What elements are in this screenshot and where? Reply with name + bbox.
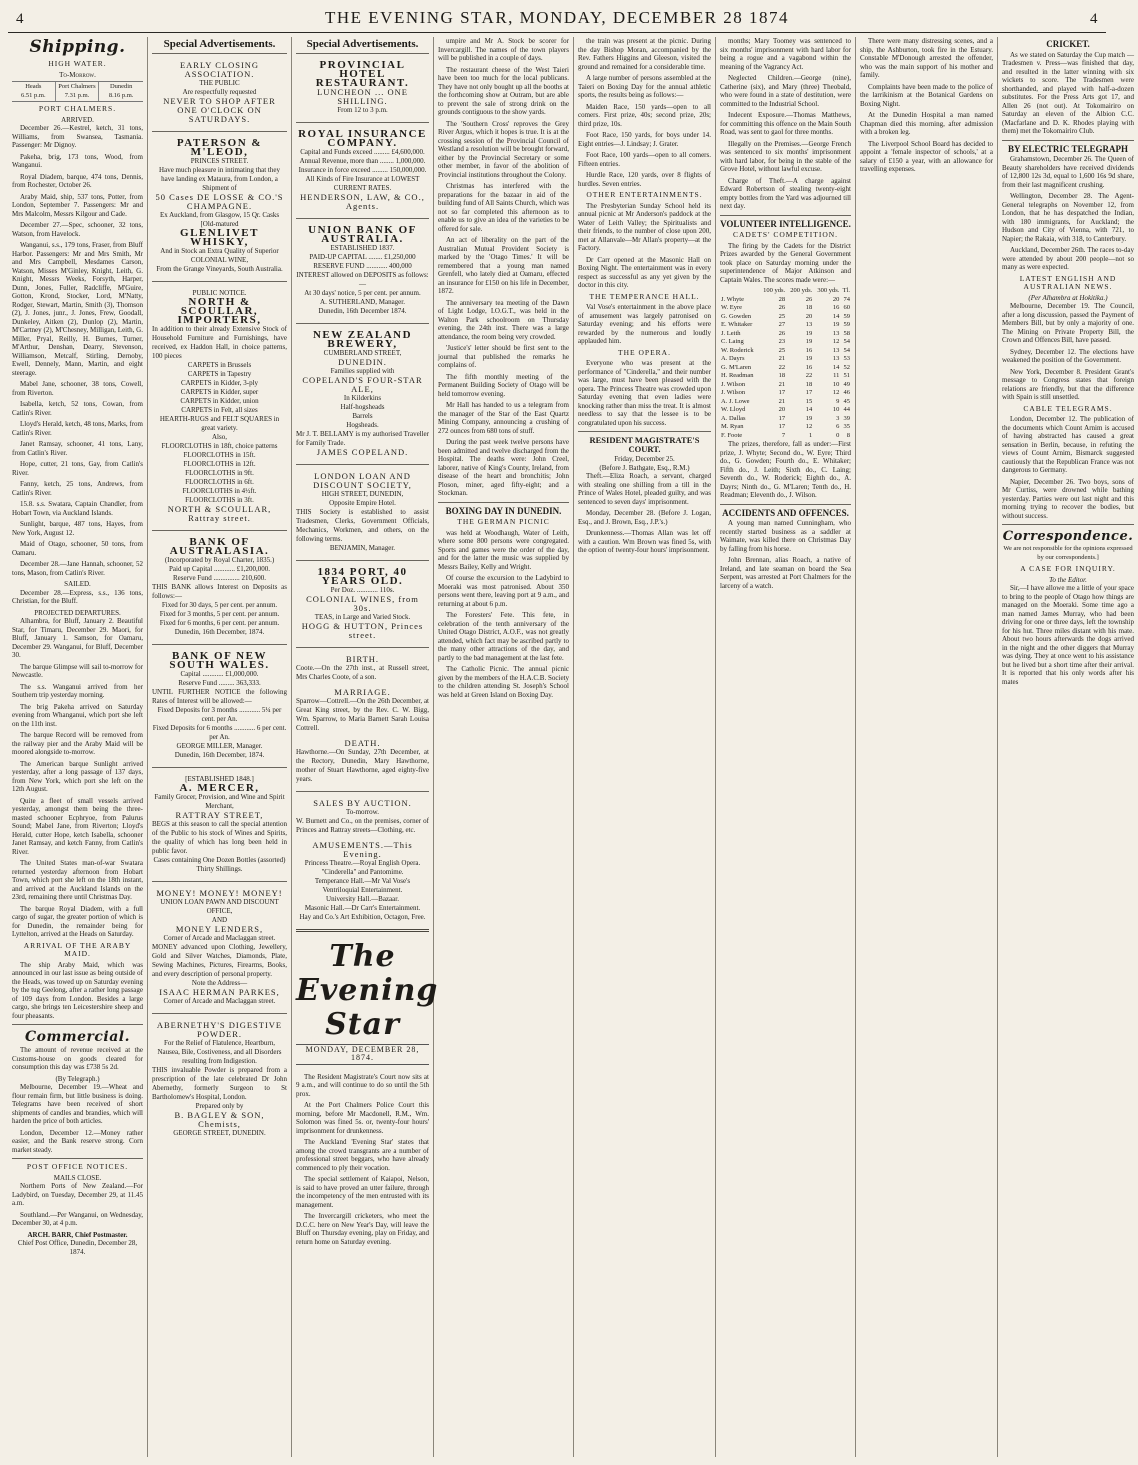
arrival-item: December 28.—Jane Hannah, schooner, 52 tons, Mason, from Catlin's River. [12,560,143,577]
nameplate: The Evening Star [296,938,439,1042]
tide-table [12,81,143,102]
accident-item: John Brennan, alias Roach, a native of Ireland, and late seaman on board the Sea Serpent, was arrested at Port Chalmers for the larceny of a watch. [720,556,851,590]
ad-early-closing: EARLY CLOSING ASSOCIATION. THE PUBLIC Are respectfully requested NEVER TO SHOP AFTER ONE O'CLOCK ON SATURDAYS. [163,59,276,124]
column-shipping [8,37,148,1457]
cricket-heading: CRICKET. [1046,39,1090,49]
sailed-heading: SAILED. [64,580,91,588]
column-volunteer [716,37,856,1457]
market-report: Melbourne, December 19.—Wheat and flour remain firm, but little business is doing. Telegrams have been received of short shipments of candles and brandies, which will harden the price of both articles. [12,1083,143,1125]
table-row: A. Dayrs 21 19 13 53 [721,355,850,362]
opera-heading: THE OPERA. [618,347,671,357]
news-item: Christmas has interfered with the preparations for the bazaar in aid of the building fund of All Saints Church, which was not so far completed this afternoon as to enable us to give an idea of the varieties to be offered for sale. [438,182,569,233]
latest-item: Melbourne, December 19. The Council, after a long discussion, passed the Payment of Members Bill, but by only a majority of one. The Mining on Private Property Bill, the Crown and Offences Bill, have passed. [1002,302,1134,344]
column-telegraph [998,37,1138,1457]
latest-item: Sydney, December 12. The elections have weakened the position of the Government. [1002,347,1134,364]
sports-item: Foot Race, 150 yards, for boys under 14. Eight entries—J. Lindsay; J. Grater. [578,131,711,148]
table-row: G. M'Laren 22 16 14 52 [721,363,850,371]
notice-auctions: SALES BY AUCTION. To-morrow. W. Burnett and Co., on the premises, corner of Princes and Rattray streets—Clothing, etc. [296,797,429,834]
projected-heading: PROJECTED DEPARTURES. [34,608,121,617]
post-office-heading: POST OFFICE NOTICES. [26,1162,129,1171]
telegraph-item: Auckland, December 26th. The races to-day were attended by about 200 people—not so many as were expected. [1002,246,1134,271]
correspondence-heading: Correspondence. [1002,529,1134,544]
commercial-article: The amount of revenue received at the Customs-house on goods cleared for consumption this day was £738 5s 2d. [12,1046,143,1071]
ad-loan-society: LONDON LOAN AND DISCOUNT SOCIETY, HIGH STREET, DUNEDIN, Opposite Empire Hotel. THIS Society is established to assist Tradesmen, Clerks, Government Officials, Mechanics, Workmen, and others, on the following terms. BENJAMIN, Manager. [296,470,429,552]
german-picnic-heading: THE GERMAN PICNIC [457,517,550,526]
other-entertainments-heading: OTHER ENTERTAINMENTS. [586,190,703,199]
shipping-news: The barque Record will be removed from the railway pier and the Araby Maid will be moored alongside to-morrow. [12,731,143,756]
header-title: THE EVENING STAR, MONDAY, DECEMBER 28 1874 [325,8,789,27]
shipping-news: The United States man-of-war Swatara returned yesterday afternoon from Hobart Town, which port she left on the 18th instant, and arrived at the Auckland Islands on the 23rd, remaining there until Christmas Day. [12,859,143,901]
table-row: H. Readman 18 22 11 51 [721,372,850,379]
correspondence-note: We are not responsible for the opinions expressed by our correspondents.] [1003,545,1133,561]
port-chalmers-heading: PORT CHALMERS. [38,104,117,113]
latest-news-heading: LATEST ENGLISH AND AUSTRALIAN NEWS. [1019,273,1117,291]
ad-provincial-hotel: PROVINCIAL HOTEL RESTAURANT. LUNCHEON ... ONE SHILLING. From 12 to 3 p.m. [315,58,410,114]
news-item: During the past week twelve persons have been admitted and twelve discharged from the Hospital. The deaths were: John Creel, laborer, native of King's County, Ireland, from disease of the heart and bronchitis; John Ploson, miner, aged fifty-eight; and a Stockman. [438,438,569,497]
post-office-place: Chief Post Office, Dunedin, December 28, 1874. [17,1239,138,1256]
table-row: J. Wilson 21 18 10 49 [721,380,850,388]
arrival-item: Pakeha, brig, 173 tons, Wood, from Wanganui. [12,152,143,169]
page-number-right: 4 [1090,11,1098,27]
news-item: The 'Southern Cross' reproves the Grey River Argus, which it hopes is true. It is at the crossing session of the Provincial Council of Westland a resolution will be brought forward, either by the Provincial Secretary or some other member, in favor of the abolition of Provincial institutions throughout the Colony. [438,119,569,179]
scores-header: 100 yds. 200 yds. 300 yds. Tl. [763,287,850,294]
arrival-item: Mabel Jane, schooner, 38 tons, Cowell, from Riverton. [12,380,143,397]
scores-table [720,287,851,440]
arrival-item: December 26.—Kestrel, ketch, 31 tons, Williams, from Swansea, Tasmania. Passenger: Mr Dignoy. [12,124,143,149]
arrival-item: Royal Diadem, barque, 474 tons, Dennis, from Rochester, October 26. [12,172,143,189]
arrivals-list [12,124,143,577]
column-ads-2 [292,37,439,1457]
column-misc [856,37,998,1457]
ad-port-wine: 1834 PORT, 40 YEARS OLD. Per Doz. ............ 110s. COLONIAL WINES, from 30s. TEAS, in Large and Varied Stock. HOGG & HUTTON, Princes street. [301,565,424,640]
arrival-item: December 27.—Spec, schooner, 32 tons, Watson, from Havelock. [12,221,143,238]
entertainment-item: The Presbyterian Sunday School held its annual picnic at Mr Anderson's paddock at the Water of Leith Valley; the Spiritualists and their friends, to the number of close upon 200, met at Allanvale—Mr Allan's property—at the Factory. [578,201,711,252]
shipping-news: The brig Pakeha arrived on Saturday evening from Whanganui, which port she left on the 11th inst. [12,702,143,728]
ad-royal-insurance: ROYAL INSURANCE COMPANY. Capital and Funds exceed ......... £4,600,000. Annual Revenue, more than ........ 1,000,000. Insurance in force exceed ......... 150,000,000. All Kinds of Fire Insurance at LOWEST CURRENT RATES. HENDERSON, LAW, & CO., Agents. [298,127,427,211]
ad-bank-nsw: BANK OF NEW SOUTH WALES. Capital ............ £1,000,000. Reserve Fund ......... 363,333. UNTIL FURTHER NOTICE the following Rates of Interest will be allowed:— Fixed Deposits for 3 months ............ 5¼ per cent. per An. Fixed Deposits for 6 months ............ 6 per cent. per An. GEORGE MILLER, Manager. Dunedin, 16th December, 1874. [152,649,287,759]
arrival-item: Lloyd's Herald, ketch, 48 tons, Marks, from Catlin's River. [12,420,143,437]
table-row: A. Dallas 17 19 3 39 [721,414,850,422]
inquiry-letter: Sir,—I have allowe me a little of your space to bring to the people of Otago how things are managed on the Moeraki. Some time ago a man named James Murray, who had been driving for one or three days, left the township for his hut. Three miles distant with his mate. About two hours afterwards the dogs arrived in the night and the other diggers that Murray was dying. They at once went to his assistance but he lived but a short time after their arrival. It is reported that his only words after his mates [1002,584,1134,686]
inquiry-salutation: To the Editor. [1049,575,1087,584]
latest-item: New York, December 8. President Grant's message to Congress states that foreign relations are friendly, but that the difference with Spain is still unsettled. [1002,367,1134,401]
accidents-heading: ACCIDENTS AND OFFENCES. [722,507,849,518]
arrived-heading: ARRIVED. [61,115,94,124]
news-item: An act of liberality on the part of the Australian Mutual Provident Society is marked by the 'Otago Times.' It will be remembered that a young man named Grenfell, who lately died at Oamaru, effected an insurance for £150 on his life in December, 1872. [438,236,569,295]
post-notice: Southland.—Per Wanganui, on Wednesday, December 30, at 4 p.m. [12,1210,143,1227]
notice-amusements: AMUSEMENTS.—This Evening. Princess Theatre.—Royal English Opera. "Cinderella" and Pantomime. Temperance Hall.—Mr Val Vose's Ventriloquial Entertainment. University Hall.—Bazaar. Masonic Hall.—Dr Carr's Entertainment. Hay and Co.'s Art Exhibition, Octagon, Free. [299,839,426,921]
misc-item: At the Dunedin Hospital a man named Chapman died this morning, after admission with a broken leg. [860,111,993,136]
cable-item: Napier, December 26. Two boys, sons of Mr Curtiss, were drowned while bathing yesterday. Parties were out last night and this morning trying to recover the bodies, but without success. [1002,477,1134,520]
notice-birth: BIRTH. Coote.—On the 27th inst., at Russell street, Mrs Charles Coote, of a son. [296,653,429,681]
tide-cell-heads: Heads 6.51 p.m. [12,82,56,101]
news-item: 'Justice's' letter should be first sent to the journal that published the remarks he complains of. [438,344,569,369]
ad-mercer: [ESTABLISHED 1848.] A. MERCER, Family Grocer, Provision, and Wine and Spirit Merchant, RATTRAY STREET, BEGS at this season to call the special attention of the Public to his stock of Wines and Spirits, the quality of which has long been held in public favor. Cases containing One Dozen Bottles (assorted) Thirty Shillings. [152,774,287,873]
temperance-item: Val Vose's entertainment in the above place of amusement was largely patronised on Saturday evening; and his efforts were rewarded by the numerous and loudly applauded him. [578,303,711,345]
arrival-item: Hope, cutter, 21 tons, Gay, from Catlin's River. [12,460,143,477]
ad-paterson-mleod: PATERSON & M'LEOD, PRINCES STREET. Have much pleasure in intimating that they have landing ex Mataura, from London, a Shipment of 50 Cases DE LOSSE & CO.'S CHAMPAGNE. Ex Auckland, from Glasgow, 15 Qr. Casks [Old-matured GLENLIVET WHISKY, And in Stock an Extra Quality of Superior COLONIAL WINE, From the Grange Vineyards, South Australia. [155,136,284,273]
editorial-item: The Resident Magistrate's Court now sits at 9 a.m., and will continue to do so until the 5th prox. [296,1072,429,1098]
court-item: Monday, December 28. (Before J. Logan, Esq., and J. Brown, Esq., J.P.'s.) [578,509,711,526]
page-number: 4 [16,11,24,27]
table-row: M. Ryan 17 12 6 35 [721,423,850,430]
news-item: Mr Hall has handed to us a telegram from the manager of the Star of the East Quartz Mining Company, announcing a crushing of 272 ounces from 680 tons of stuff. [438,401,569,435]
shipping-news: The s.s. Wanganui arrived from her Southern trip yesterday morning. [12,682,143,699]
boxing-day-heading: BOXING DAY IN DUNEDIN. [445,505,562,516]
news-item: The restaurant cheese of the West Taieri have been too much for the local publicans. They have not only bought up all the booths at the forthcoming show at Outram, but are able to prevent the sale of strong drink on the grounds contiguous to the show yards. [438,65,569,116]
mails-close-heading: MAILS CLOSE. [53,1173,102,1182]
running-header [8,6,1106,33]
court-item: Theft.—Eliza Roach, a servant, charged with stealing one shilling from a till in the Prince of Wales Hotel, pleaded guilty, and was sentenced to seven days' imprisonment. [578,472,711,506]
court-item: Neglected Children.—George (nine), Catherine (six), and Mary (three) Theobald, who were found in a state of destitution, were committed to the Industrial School. [720,74,851,108]
tide-cell-port: Port Chalmers 7.31 p.m. [56,82,100,101]
editorial-item: The special settlement of Kaiapoi, Nelson, is said to have proved an utter failure, through the incompetency of the men entrusted with its management. [296,1175,429,1209]
table-row: J. Wilson 17 17 12 46 [721,389,850,396]
table-row: W. Roderick 25 16 13 54 [721,346,850,354]
market-report: London, December 12.—Money rather easier, and the Bank reserve strong. Corn market steady. [12,1128,143,1154]
commercial-heading: Commercial. [25,1029,130,1045]
court-item: Illegally on the Premises.—George French was sentenced to six months' imprisonment with hard labor, for being in the stable of the Grove Hotel, without lawful excuse. [720,139,851,173]
editorial-item: At the Port Chalmers Police Court this morning, before Mr Macdonell, R.M., Wm. Solomon was fined 5s. or, twenty-four hours' imprisonment for drunkenness. [296,1101,429,1135]
shipping-news: The American barque Sunlight arrived yesterday, after a long passage of 137 days, from New York, which port she left on the 12th August. [12,759,143,793]
cable-heading: CABLE TELEGRAMS. [1023,403,1113,413]
editorial-item: The Auckland 'Evening Star' states that among the crowd transgrants are a number of professional street beggars, who have already commenced to ply their vocation. [296,1138,429,1172]
table-row: J. Leith 26 19 13 58 [721,329,850,337]
arrival-item: Fanny, ketch, 25 tons, Andrews, from Catlin's River. [12,480,143,497]
table-row: G. Gowden 25 20 14 59 [721,312,850,320]
latest-news-sub: (Per Alhambra at Hokitika.) [1028,293,1108,302]
telegraph-item: Grahamstown, December 26. The Queen of Beauty shareholders have received dividends of 12,800 12s 3d, equal to 1,600 16s 9d share, from their last magnificent crushing. [1002,155,1134,189]
ad-bank-australasia: BANK OF AUSTRALASIA. (Incorporated by Royal Charter, 1835.) Paid up Capital ............ £1,200,000. Reserve Fund ............... 210,600. THIS BANK allows Interest on Deposits as follows:— Fixed for 30 days, 5 per cent. per annum. Fixed for 3 months, 5 per cent. per annum. Fixed for 6 months, 6 per cent. per annum. Dunedin, 16th December, 1874. [152,535,287,636]
column-ads-1 [148,37,292,1457]
cadets-heading: CADETS' COMPETITION. [732,230,839,239]
araby-article: The ship Araby Maid, which was announced in our last issue as being outside of the Heads, was towed up on Saturday evening by the tug Geelong, after a rather long passage of 109 days from London. Besides a large cargo, she brings ten Leicestershire sheep and four pheasants. [12,960,143,1020]
table-row: E. Whitaker 27 13 19 59 [721,321,850,328]
cable-item: London, December 12. The publication of the documents which Count Arnim is accused of having abstracted has caused a great sensation in Berlin, because, in refuting the views of Count Arnim, Bismarck suggested cautiously that the Republican France was not dangerous to Germany. [1002,415,1134,474]
misc-item: There were many distressing scenes, and a ship, the Ashburton, took fire in the Estuary. Constable M'Donough arrested the offender, who was the main support of his mother and family. [860,37,993,79]
post-notice: Northern Ports of New Zealand.—For Ladybird, on Tuesday, December 29, at 11.45 a.m. [12,1182,143,1207]
volunteer-heading: VOLUNTEER INTELLIGENCE. [720,218,851,229]
special-ads-heading: Special Advertisements. [163,38,276,50]
notice-death: DEATH. Hawthorne.—On Sunday, 27th December, at the Rectory, Dunedin, Mary Hawthorne, mother of Stuart Hawthorne, aged eighty-five years. [296,737,429,783]
table-row: A. J. Lowe 21 15 9 45 [721,397,850,405]
ad-pawn-office: MONEY! MONEY! MONEY! UNION LOAN PAWN AND DISCOUNT OFFICE, AND MONEY LENDERS, Corner of Arcade and Maclaggan street. MONEY advanced upon Clothing, Jewellery, Gold and Silver Watches, Diamonds, Plate, Sewing Machines, Pictures, Firearms, Books, and every description of personal property. Note the Address— ISAAC HERMAN PARKES, Corner of Arcade and Maclaggan street. [152,887,287,1005]
telegraph-item: Wellington, December 28. The Agent-General telegraphs on November 12, from London, that he has despatched the Indian, with 180 immigrants, for Auckland; the Hudson and City of Vienna, with 721, to Napier; the Rakaia, with 318, to Canterbury. [1002,192,1134,243]
sports-item: Maiden Race, 150 yards—open to all comers. First prize, 40s; second prize, 20s; third prize, 10s. [578,102,711,128]
arrival-item: Isabella, ketch, 52 tons, Cowan, from Catlin's River. [12,400,143,417]
boxing-item: Of course the excursion to the Ladybird to Moeraki was most patronised. About 350 persons went there, leaving port at 9 a.m., and returning at about 6 p.m. [438,574,569,608]
column-grid [8,37,1134,1457]
table-row: W. Eyre 26 18 16 60 [721,304,850,311]
court-bench: (Before J. Bathgate, Esq., R.M.) [599,463,690,472]
sports-item: Hurdle Race, 120 yards, over 8 flights of hurdles. Seven entries. [578,171,711,188]
news-item: The fifth monthly meeting of the Permanent Building Society of Otago will be held tomorrow evening. [438,372,569,398]
shipping-news: The barque Royal Diadem, with a full cargo of sugar, the greater portion of which is for Dunedin, the remainder being for Lyttelton, arrived at the Heads on Saturday. [12,904,143,938]
shipping-news: The barque Glimpse will sail to-morrow for Newcastle. [12,662,143,679]
araby-heading: ARRIVAL OF THE ARABY MAID. [23,940,132,958]
entertainment-item: Dr Carr opened at the Masonic Hall on Boxing Night. The entertainment was in every respect as successful as any yet given by the doctor in this city. [578,255,711,289]
dateline: MONDAY, DECEMBER 28, 1874. [296,1044,429,1065]
misc-item: The Liverpool School Board has decided to appoint a 'female inspector of schools,' at a salary of £150 a year, with an allowance for travelling expenses. [860,139,993,173]
court-item: Drunkenness.—Thomas Allan was let off with a caution. Wm Brown was fined 5s, with the option of twenty-four hours' imprisonment. [578,529,711,554]
boxing-item: The Foresters' Fete. This fete, in celebration of the tenth anniversary of the United Otago District, A.O.F., was not greatly attended, which fact may be ascribed partly to the many other attractions of the day, and partly to the bad management at the last fete. [438,611,569,662]
court-item: Indecent Exposure.—Thomas Matthews, for committing this offence on the Main South Road, was sent to gaol for three months. [720,111,851,136]
misc-item: Complaints have been made to the police of the larrikinism at the Botanical Gardens on Boxing Night. [860,82,993,108]
column-sports [574,37,716,1457]
table-row: C. Laing 23 19 12 54 [721,338,850,345]
sports-item: the train was present at the picnic. During the day Bishop Moran, accompanied by the Rev. Fathers Higgins and Gleeson, visited the ground and remained for a considerable time. [578,37,711,71]
shipping-news: Quite a fleet of small vessels arrived yesterday, amongst them being the three-masted schooner Ecphryoe, from Palurus Sound; Mabel Jane, from Riverton; Lloyd's Herald, cutter Hope, ketch Isabella, schooner Janet Ramsay, and ketch Fanny, from Catlin's River. [12,796,143,856]
postmaster-signature: ARCH. BARR, Chief Postmaster. [27,1230,128,1239]
high-water-sub: To-Morrow. [59,70,96,79]
sports-item: Foot Race, 100 yards—open to all comers. Fifteen entries. [578,151,711,168]
table-row: J. Whyte 28 26 20 74 [721,295,850,303]
court-date: Friday, December 25. [614,455,675,463]
cadets-intro: The firing by the Cadets for the District Prizes awarded by the General Government took place on Saturday morning under the superintendence of Major Atkinson and Captain Wales. The scores made were:— [720,241,851,284]
sailed-item: December 28.—Express, s.s., 136 tons, Christian, for the Bluff. [12,588,143,605]
ad-nz-brewery: NEW ZEALAND BREWERY, CUMBERLAND STREET, DUNEDIN. Families supplied with COPELAND'S FOUR-STAR ALE, In Kilderkins Half-hogsheads Barrels Hogsheads. Mr J. T. BELLAMY is my authorised Traveller for Family Trade. JAMES COPELAND. [296,328,429,457]
resident-court-heading: RESIDENT MAGISTRATE'S COURT. [589,435,700,454]
arrival-item: Araby Maid, ship, 537 tons, Potter, from London, September 7. Passengers: Mr and Mrs Malcolm, Messrs Kilgour and Cade. [12,192,143,218]
telegraph-note: (By Telegraph.) [55,1074,100,1083]
arrival-item: Janet Ramsay, schooner, 41 tons, Lany, from Catlin's River. [12,440,143,457]
cricket-report: As we stated on Saturday the Cup match —Tradesmen v. Press—was finished that day, and resulted in the latter winning with six wickets to score. The Tradesmen were shorthanded, and played with half-a-dozen substitutes. For the Press Arts got 17, and Allen 26 (not out). At Tokomairiro on Saturday an eleven of the Albion C.C. (Macfarlane and D. K. Rhodes playing with them) met the Tokomairiro Club. [1002,50,1134,135]
arrival-item: Wanganui, s.s., 179 tons, Fraser, from Bluff Harbor. Passengers: Mr and Mrs Smith, Mr and Mrs Campbell, Mesdames Carson, Watson, Misses M'Ginley, Knight, Leith, G. Knight, Messrs Weeks, Forsyth, Harper, Dunn, Jones, Fuller, Radcliffe, M'Guire, Gotton, Krond, Stocker, Lord, M'Natty, Rodger, Stewart, Martin, Smith (3), Thomson (2), J. Jones, junr., J. Jones, Frew, Goodall, Dunkeley, Aitken (2), Dunlop (2), Martin, M'Cartney (2), M'Chesney, Milligan, Leith, G. Miller, Pryal, Reilly, H. Burnes, Turner, M'Arthur, Denshan, Dearry, Stevenson, Williamson, Metcalf, Stirling, Dernoby, Ewell, Dennely, Mann, Martin, and eight steerage. [12,241,143,377]
electric-telegraph-heading: BY ELECTRIC TELEGRAPH [1007,143,1129,154]
temperance-hall-heading: THE TEMPERANCE HALL. [589,291,700,301]
high-water-heading: HIGH WATER. [48,59,107,68]
news-item: umpire and Mr A. Stock be scorer for Invercargill. The names of the town players will be published in a couple of days. [438,37,569,62]
court-item: months; Mary Toomey was sentenced to six months' imprisonment with hard labor for being a rogue and a vagabond within the meaning of the Vagrancy Act. [720,37,851,71]
prizes-list: The prizes, therefore, fall as under:—First prize, J. Whyte; Second do., W. Eyre; Third do., G. Gowden; Fourth do., E. Whitaker; Fifth do., J. Leith; Sixth do., C. Laing; Seventh do., W. Roderick; Eighth do., A. Dayrs; Ninth do., G. M'Laren; Tenth do., H. Readman; Eleventh do., J. Wilson. [720,440,851,499]
projected-item: Alhambra, for Bluff, January 2. Beautiful Star, for Timaru, December 29. Maori, for Bluff, January 1. Samson, for Oamaru, December 29. Wanganui, for Bluff, December 30. [12,617,143,659]
tide-cell-dunedin: Dunedin 8.16 p.m. [108,83,134,99]
arrival-item: Sunlight, barque, 487 tons, Hayes, from New York, August 12. [12,520,143,537]
editorial-item: The Invercargill cricketers, who meet the D.C.C. here on New Year's Day, will leave the Bluff on Thursday evening, play on Friday, and return home on Saturday evening. [296,1212,429,1246]
column-local-news [434,37,574,1457]
boxing-item: was held at Woodhaugh, Water of Leith, where some 800 persons were congregated. Sports and games were the order of the day, and for the latter the music was supplied by Messrs Bailey, Kelly and Wright. [438,528,569,571]
ad-union-bank: UNION BANK OF AUSTRALIA. ESTABLISHED 1837. PAID-UP CAPITAL ........ £1,250,000 RESERVE FUND ............ 400,000 INTEREST allowed on DEPOSITS as follows:— At 30 days' notice, 5 per cent. per annum. A. SUTHERLAND, Manager. Dunedin, 16th December 1874. [296,223,429,315]
arrival-item: Maid of Otago, schooner, 50 tons, from Oamaru. [12,540,143,557]
boxing-item: The Catholic Picnic. The annual picnic given by the members of the H.A.C.B. Society to the children attending St. Joseph's School was held at Green Island on Boxing Day. [438,665,569,699]
inquiry-heading: A CASE FOR INQUIRY. [1020,564,1116,573]
nameplate-block [296,938,439,1065]
ad-north-scoullar: PUBLIC NOTICE. NORTH & SCOULLAR, IMPORTERS, In addition to their already Extensive Stock of Household Furniture and Furnishings, have received, ex Haddon Hall, in choice patterns, 100 pieces CARPETS in Brussels CARPETS in Tapestry CARPETS in Kidder, 3-ply CARPETS in Kidder, super CARPETS in Kidder, union CARPETS in Felt, all sizes HEARTH-RUGS and FELT SQUARES in great variety. Also, FLOORCLOTHS in 18ft, choice patterns FLOORCLOTHS in 15ft. FLOORCLOTHS in 12ft. FLOORCLOTHS in 9ft. FLOORCLOTHS in 6ft. FLOORCLOTHS in 4½ft. FLOORCLOTHS in 3ft. NORTH & SCOULLAR, Rattray street. [152,288,287,523]
special-ads-heading-2: Special Advertisements. [306,38,419,50]
sports-item: A large number of persons assembled at the Taieri on Boxing Day for the annual athletic sports, the results being as follows:— [578,74,711,99]
table-row: F. Foote 7 1 0 8 [721,431,850,439]
opera-item: Everyone who was present at the performance of "Cinderella," and their number was large, must have been pleased with the opera. The Princess Theatre was crowded upon Saturday evening that even ladies were knocking rather than miss the treat. It is almost needless to say that the lessee is to be congratulated upon his success. [578,359,711,427]
accident-item: A young man named Cunningham, who recently started business as a saddler at Waimate, was killed there on Christmas Day by falling from his horse. [720,519,851,553]
shipping-heading: Shipping. [29,37,126,57]
news-item: The anniversary tea meeting of the Dawn of Light Lodge, I.O.G.T., was held in the Walton Park schoolroom on Thursday evening, the 24th inst. There was a large attendance, the room being very crowded. [438,298,569,341]
arrival-item: 15.8. s.s. Swatara, Captain Chandler, from Hobart Town, via Auckland Islands. [12,500,143,517]
ad-abernethy: ABERNETHY'S DIGESTIVE POWDER. For the Relief of Flatulence, Heartburn, Nausea, Bile, Costiveness, and all Disorders resulting from Indigestion. THIS invaluable Powder is prepared from a prescription of the late celebrated Dr John Abernethy, formerly Surgeon to St Bartholomew's Hospital, London. Prepared only by B. BAGLEY & SON, Chemists, GEORGE STREET, DUNEDIN. [152,1019,287,1137]
notice-marriage: MARRIAGE. Sparrow—Cottrell.—On the 26th December, at Great King street, by the Rev. C. W. Bigg, Wm. Sparrow, to Maria Barnett Sarah Louisa Cottrell. [296,686,429,732]
table-row: W. Lloyd 20 14 10 44 [721,406,850,413]
court-item: Charge of Theft.—A charge against Edward Robertson of stealing twenty-eight empty bottles from the Yard was adjourned till next day. [720,176,851,210]
